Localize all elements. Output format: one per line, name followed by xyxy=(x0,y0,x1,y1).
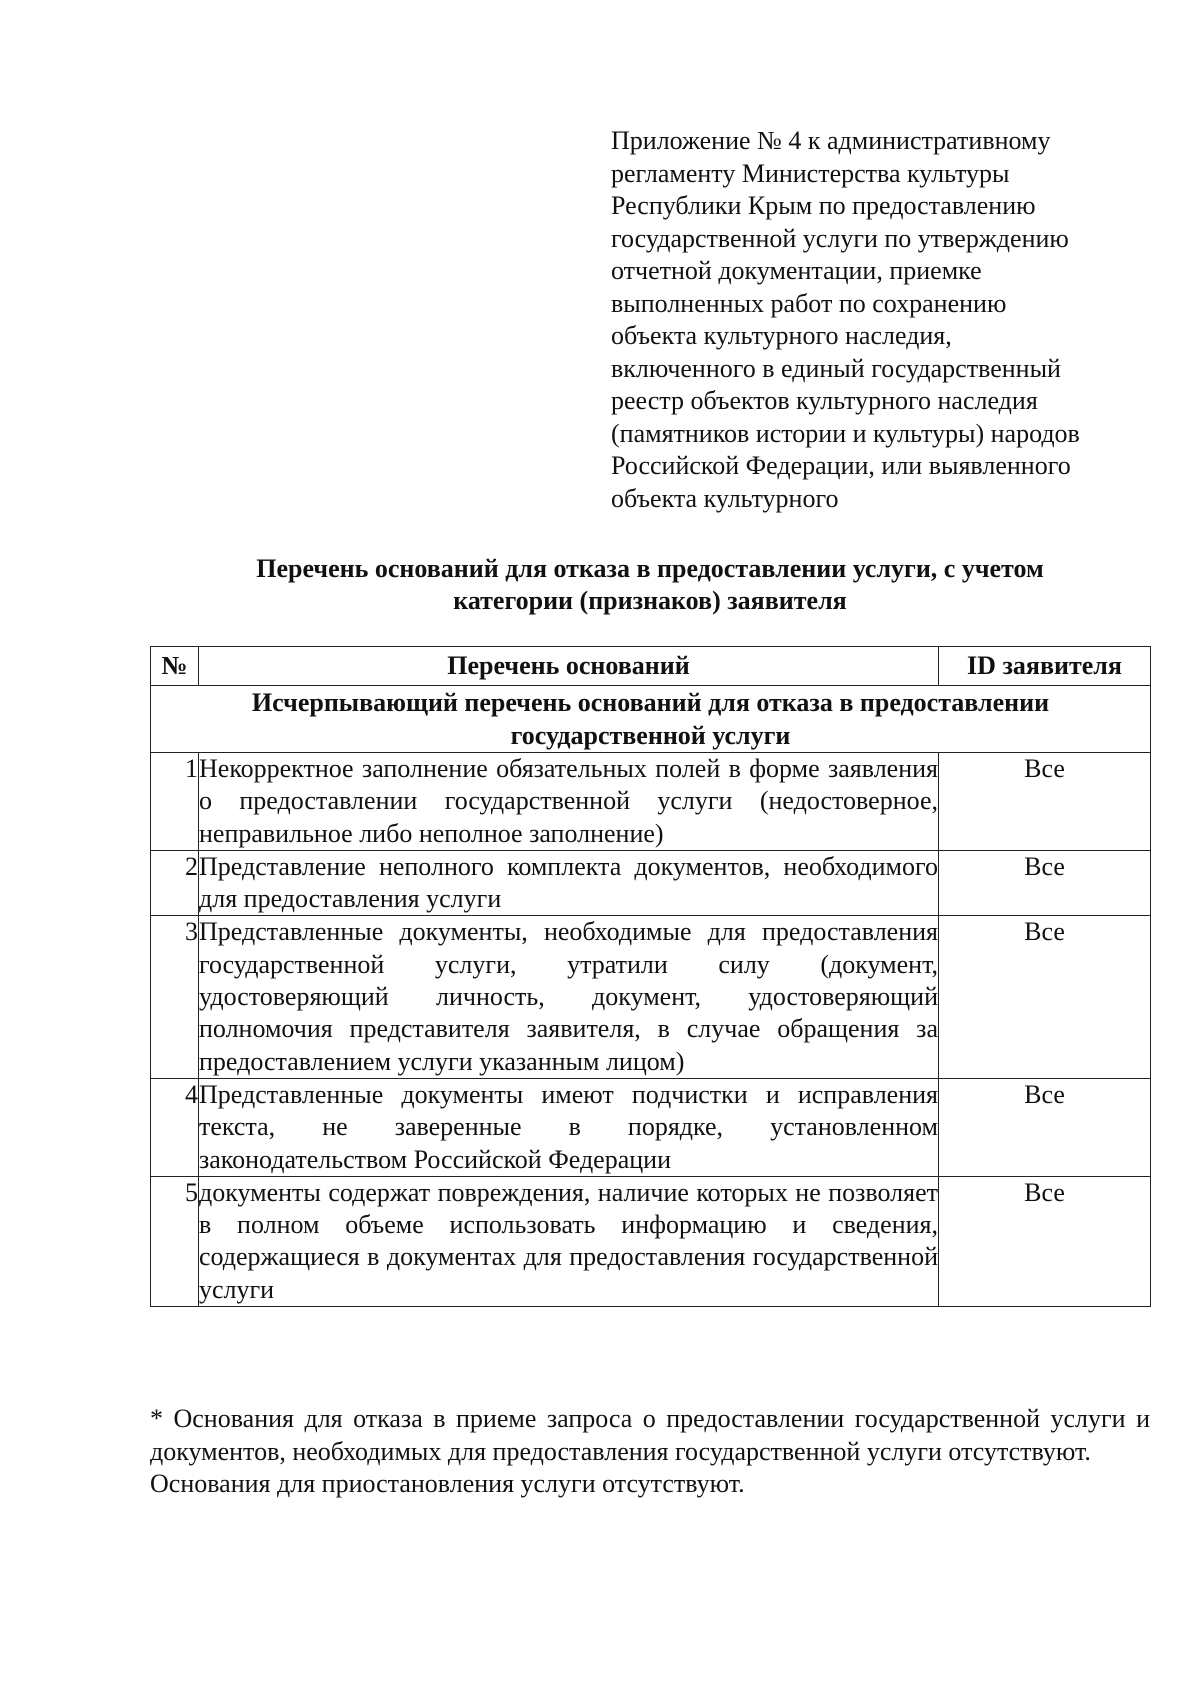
column-header-number: № xyxy=(151,647,199,686)
row-reason-text: Некорректное заполнение обязательных полей в форме заявления о предоставлении государственной услуги (недостоверное, неправильное либо неполное заполнение) xyxy=(199,753,939,851)
table-row xyxy=(151,850,1151,916)
row-number: 1 xyxy=(151,753,199,851)
row-reason-text: Представление неполного комплекта документов, необходимого для предоставления услуги xyxy=(199,850,939,916)
column-header-reasons: Перечень оснований xyxy=(199,647,939,686)
row-number: 4 xyxy=(151,1078,199,1176)
section-title: Исчерпывающий перечень оснований для отказа в предоставлении государственной услуги xyxy=(151,686,1151,753)
row-number: 2 xyxy=(151,850,199,916)
row-number: 5 xyxy=(151,1176,199,1306)
table-header-row xyxy=(151,647,1151,686)
footnote-suspension: Основания для приостановления услуги отсутствуют. xyxy=(150,1469,745,1498)
row-applicant-id: Все xyxy=(939,1078,1151,1176)
column-header-applicant-id: ID заявителя xyxy=(939,647,1151,686)
footnotes xyxy=(150,1403,1150,1501)
refusal-reasons-table xyxy=(150,646,1151,1307)
row-applicant-id: Все xyxy=(939,1176,1151,1306)
footnote-refusal-acceptance: * Основания для отказа в приеме запроса о предоставлении государственной услуги и документов, необходимых для предоставления государственной услуги отсутствуют. xyxy=(150,1404,1150,1466)
row-number: 3 xyxy=(151,916,199,1078)
document-title: Перечень оснований для отказа в предоставлении услуги, с учетом категории (признаков) заявителя xyxy=(256,554,1044,615)
table-row xyxy=(151,916,1151,1078)
row-reason-text: Представленные документы имеют подчистки и исправления текста, не заверенные в порядке, установленном законодательством Российской Федерации xyxy=(199,1078,939,1176)
appendix-note: Приложение № 4 к административному регламенту Министерства культуры Республики Крым по предоставлению государственной услуги по утверждению отчетной документации, приемке выполненных работ по сохранению объекта культурного наследия, включенного в единый государственный реестр объектов культурного наследия (памятников истории и культуры) народов Российской Федерации, или выявленного объекта культурного xyxy=(611,126,1080,513)
row-reason-text: документы содержат повреждения, наличие которых не позволяет в полном объеме использовать информацию и сведения, содержащиеся в документах для предоставления государственной услуги xyxy=(199,1176,939,1306)
table-row xyxy=(151,753,1151,851)
row-reason-text: Представленные документы, необходимые для предоставления государственной услуги, утратили силу (документ, удостоверяющий личность, документ, удостоверяющий полномочия представителя заявителя, в случае обращения за предоставлением услуги указанным лицом) xyxy=(199,916,939,1078)
table-row xyxy=(151,1176,1151,1306)
row-applicant-id: Все xyxy=(939,916,1151,1078)
row-applicant-id: Все xyxy=(939,753,1151,851)
table-row xyxy=(151,1078,1151,1176)
table-section-row xyxy=(151,686,1151,753)
row-applicant-id: Все xyxy=(939,850,1151,916)
